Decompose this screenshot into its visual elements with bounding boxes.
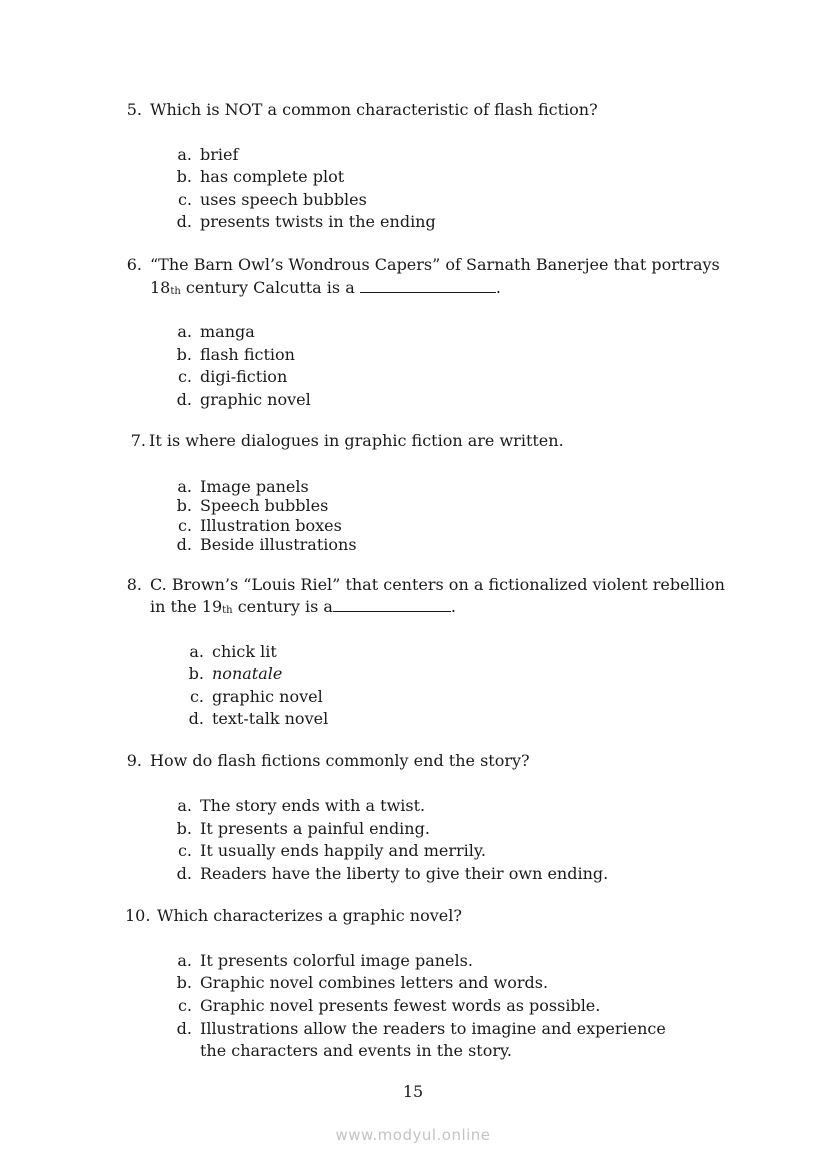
option-letter: d. (176, 390, 192, 409)
option-letter: d. (176, 864, 192, 883)
option-letter: a. (189, 642, 204, 661)
option-text: brief (200, 145, 239, 164)
option-text: Readers have the liberty to give their own ending. (200, 864, 609, 883)
option-text: Illustrations allow the readers to imagine and experience (200, 1019, 666, 1038)
question-text-line-1: C. Brown’s “Louis Riel” that centers on a fictionalized violent rebellion (150, 575, 725, 594)
option-text: Graphic novel presents fewest words as possible. (200, 996, 601, 1015)
option-text-continuation: the characters and events in the story. (200, 1041, 512, 1060)
option-letter: c. (189, 687, 204, 706)
option-text: chick lit (212, 642, 277, 661)
option-letter: c. (177, 367, 192, 386)
option-letter: b. (176, 345, 192, 364)
question-text-line-2: $18_{th}$ century Calcutta is a . (150, 278, 501, 297)
question-number: 6. (126, 255, 142, 274)
option-text: Speech bubbles (200, 496, 329, 515)
option-letter: a. (177, 951, 192, 970)
option-letter: b. (176, 819, 192, 838)
question-number: 9. (126, 751, 142, 770)
option-text: Graphic novel combines letters and words. (200, 973, 549, 992)
question-text-line-1: “The Barn Owl’s Wondrous Capers” of Sarnath Banerjee that portrays (150, 255, 720, 274)
option-text: digi-fiction (200, 367, 288, 386)
question-text: Which characterizes a graphic novel? (157, 906, 462, 925)
question-number: 7. (130, 431, 146, 450)
option-text: The story ends with a twist. (200, 796, 426, 815)
option-text: graphic novel (200, 390, 311, 409)
option-text: Image panels (200, 477, 309, 496)
question-number: 5. (126, 100, 142, 119)
option-letter: c. (177, 996, 192, 1015)
question-number: 10. (125, 906, 151, 925)
option-text: Beside illustrations (200, 535, 357, 554)
option-letter: d. (188, 709, 204, 728)
question-text: How do flash fictions commonly end the story? (150, 751, 530, 770)
option-letter: d. (176, 1019, 192, 1038)
option-letter: b. (176, 167, 192, 186)
option-letter: d. (176, 535, 192, 554)
option-letter: a. (177, 322, 192, 341)
option-text: manga (200, 322, 255, 341)
option-letter: b. (176, 973, 192, 992)
answer-blank (360, 278, 496, 293)
option-text: graphic novel (212, 687, 323, 706)
question-text: Which is NOT a common characteristic of flash fiction? (150, 100, 598, 119)
page-number: 15 (402, 1082, 424, 1101)
question-text: It is where dialogues in graphic fiction are written. (149, 431, 564, 450)
option-letter: a. (177, 477, 192, 496)
answer-blank (333, 597, 451, 612)
option-text: nonatale (212, 664, 283, 683)
option-letter: b. (176, 496, 192, 515)
option-letter: d. (176, 212, 192, 231)
option-letter: c. (177, 190, 192, 209)
option-text: text-talk novel (212, 709, 329, 728)
watermark: www.modyul.online (335, 1126, 491, 1144)
question-text-line-2: in the $19_{th}$ century is a . (150, 597, 456, 616)
option-letter: a. (177, 796, 192, 815)
option-text: flash fiction (200, 345, 295, 364)
question-number: 8. (126, 575, 142, 594)
option-text: It presents colorful image panels. (200, 951, 473, 970)
option-text: presents twists in the ending (200, 212, 436, 231)
option-letter: c. (177, 516, 192, 535)
option-letter: a. (177, 145, 192, 164)
option-text: has complete plot (200, 167, 345, 186)
option-text: uses speech bubbles (200, 190, 367, 209)
option-letter: b. (188, 664, 204, 683)
option-text: It presents a painful ending. (200, 819, 430, 838)
option-letter: c. (177, 841, 192, 860)
option-text: Illustration boxes (200, 516, 342, 535)
option-text: It usually ends happily and merrily. (200, 841, 486, 860)
